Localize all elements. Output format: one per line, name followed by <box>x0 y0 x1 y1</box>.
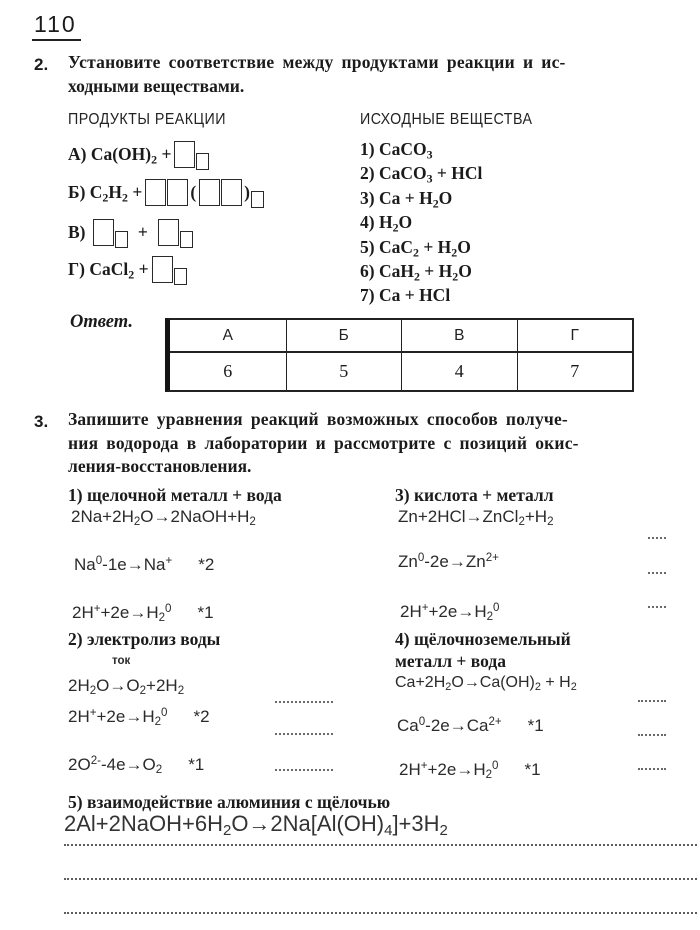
answer-table-header-row <box>170 320 632 353</box>
method2-reduction: $2H^++2e\to H_2^0$ *2 <box>68 707 210 729</box>
value-cell: 6 <box>223 361 233 381</box>
multiplier: *1 <box>197 603 214 622</box>
header-cell: В <box>401 320 517 351</box>
reagent-item: 4) $H_2O$ <box>360 212 413 235</box>
method3-title: 3) кислота + металл <box>395 485 554 505</box>
method1-reduction: $2H^++2e\to H_2^0$ *1 <box>72 603 214 625</box>
value-cell: 4 <box>401 353 517 390</box>
task2-text <box>68 51 680 98</box>
task2-number: 2. <box>34 55 49 74</box>
answer-table <box>165 318 634 392</box>
task3-text-line2: ния водорода в лаборатории и рассмотрите с позиций окис- <box>68 432 579 453</box>
multiplier: *2 <box>198 555 215 574</box>
method1-oxidation: $Na^0-1e\to Na^+$ *2 <box>74 555 215 574</box>
answer-table-value-row <box>170 353 632 390</box>
reagent-item: 2) CaCO$_3$ + HCl <box>360 163 483 186</box>
product-a-formula: $Ca(OH)_2$ + <box>90 144 172 167</box>
product-g-label: Г) <box>68 259 85 279</box>
product-row-b <box>68 179 264 206</box>
multiplier: *1 <box>527 716 544 735</box>
dotted-line <box>275 769 333 771</box>
answer-box <box>145 179 166 206</box>
header-cell: А <box>222 327 233 344</box>
method3-equation: $Zn+2HCl\to ZnCl_2+H_2$ <box>398 507 554 529</box>
answer-box <box>93 219 114 246</box>
answer-box <box>174 141 195 168</box>
writing-line <box>64 844 697 846</box>
task3-number: 3. <box>34 412 49 431</box>
answer-subscript-box <box>196 153 209 170</box>
value-cell: 5 <box>286 353 402 390</box>
header-cell: Г <box>517 320 633 351</box>
reagent-item: 1) CaCO$_3$ <box>360 139 433 162</box>
close-paren: ) <box>244 182 250 202</box>
answer-box <box>158 219 179 246</box>
dotted-line <box>638 768 666 770</box>
product-b-formula: $C_2H_2$ + <box>89 182 143 205</box>
value-cell: 7 <box>517 353 633 390</box>
dotted-line <box>275 701 333 703</box>
product-row-a <box>68 141 209 168</box>
writing-line <box>64 912 697 914</box>
dotted-line <box>275 733 333 735</box>
method4-equation: $Ca+2H_2O\to Ca(OH)_2 + H_2$ <box>395 674 577 694</box>
method3-reduction: $2H^++2e\to H_2^0$ <box>400 602 500 624</box>
reagent-item: 5) $CaC_2 + H_2O$ <box>360 236 471 259</box>
multiplier: *1 <box>188 755 205 774</box>
method4-title-line1: 4) щёлочноземельный <box>395 629 571 649</box>
answer-subscript-box <box>251 191 264 208</box>
reagents-list <box>360 137 482 308</box>
dotted-line <box>648 572 666 574</box>
product-row-g <box>68 256 187 283</box>
task3-text-line3: ления-восстановления. <box>68 456 252 476</box>
product-v-label: В) <box>68 222 86 242</box>
method1-equation: $2Na+2H_2O\to 2NaOH+H_2$ <box>71 507 256 529</box>
reagent-item: 7) Ca + HCl <box>360 285 451 306</box>
method4-title-line2: металл + вода <box>395 651 506 671</box>
method5-title: 5) взаимодействие алюминия с щёлочью <box>68 792 391 812</box>
task3-text-line1: Запишите уравнения реакций возможных способов получе- <box>68 409 568 429</box>
method4-title <box>395 628 571 672</box>
product-a-label: А) <box>68 144 87 164</box>
task2-text-line2: ходными веществами. <box>68 75 245 96</box>
open-paren: ( <box>190 182 197 202</box>
method2-oxidation: $2O^{2-}-4e\to O_2$ *1 <box>68 755 205 777</box>
answer-box <box>167 179 188 206</box>
answer-label: Ответ. <box>70 312 133 332</box>
method1-title: 1) щелочной металл + вода <box>68 485 282 505</box>
answer-box <box>221 179 242 206</box>
reagent-item: 6) $CaH_2 + H_2O$ <box>360 261 472 284</box>
writing-line <box>64 878 697 880</box>
header-cell: Б <box>286 320 402 351</box>
method5-equation: $2Al+2NaOH+6H_2O\to 2Na[Al(OH)_4]+3H_2$ <box>64 811 448 840</box>
answer-box <box>199 179 220 206</box>
page-number: 110 <box>32 11 81 41</box>
reagents-header: ИСХОДНЫЕ ВЕЩЕСТВА <box>360 111 533 128</box>
method3-oxidation: $Zn^0-2e\to Zn^{2+}$ <box>398 552 499 571</box>
method2-equation: $2H_2O\to O_2+2H_2$ <box>68 676 185 698</box>
multiplier: *2 <box>193 707 210 726</box>
method4-reduction: $2H^++2e\to H_2^0$ *1 <box>399 760 541 782</box>
method4-oxidation: $Ca^0-2e\to Ca^{2+}$ *1 <box>397 716 544 735</box>
product-b-label: Б) <box>68 182 86 202</box>
dotted-line <box>638 700 666 702</box>
plus-sign: + <box>137 222 148 242</box>
answer-box <box>152 256 173 283</box>
product-g-formula: CaCl$_2$ + <box>89 259 149 282</box>
products-header: ПРОДУКТЫ РЕАКЦИИ <box>68 111 226 128</box>
answer-subscript-box <box>115 231 128 248</box>
task2-text-line1: Установите соответствие между продуктами реакции и ис- <box>68 52 566 72</box>
task3-text <box>68 408 680 479</box>
electrolysis-condition: ток <box>112 655 131 667</box>
dotted-line <box>648 537 666 539</box>
multiplier: *1 <box>524 760 541 779</box>
reagent-item: 3) $Ca + H_2O$ <box>360 187 453 211</box>
product-row-v <box>68 219 193 246</box>
dotted-line <box>638 734 666 736</box>
method2-title: 2) электролиз воды <box>68 629 221 649</box>
answer-subscript-box <box>174 268 187 285</box>
answer-subscript-box <box>180 231 193 248</box>
dotted-line <box>648 606 666 608</box>
